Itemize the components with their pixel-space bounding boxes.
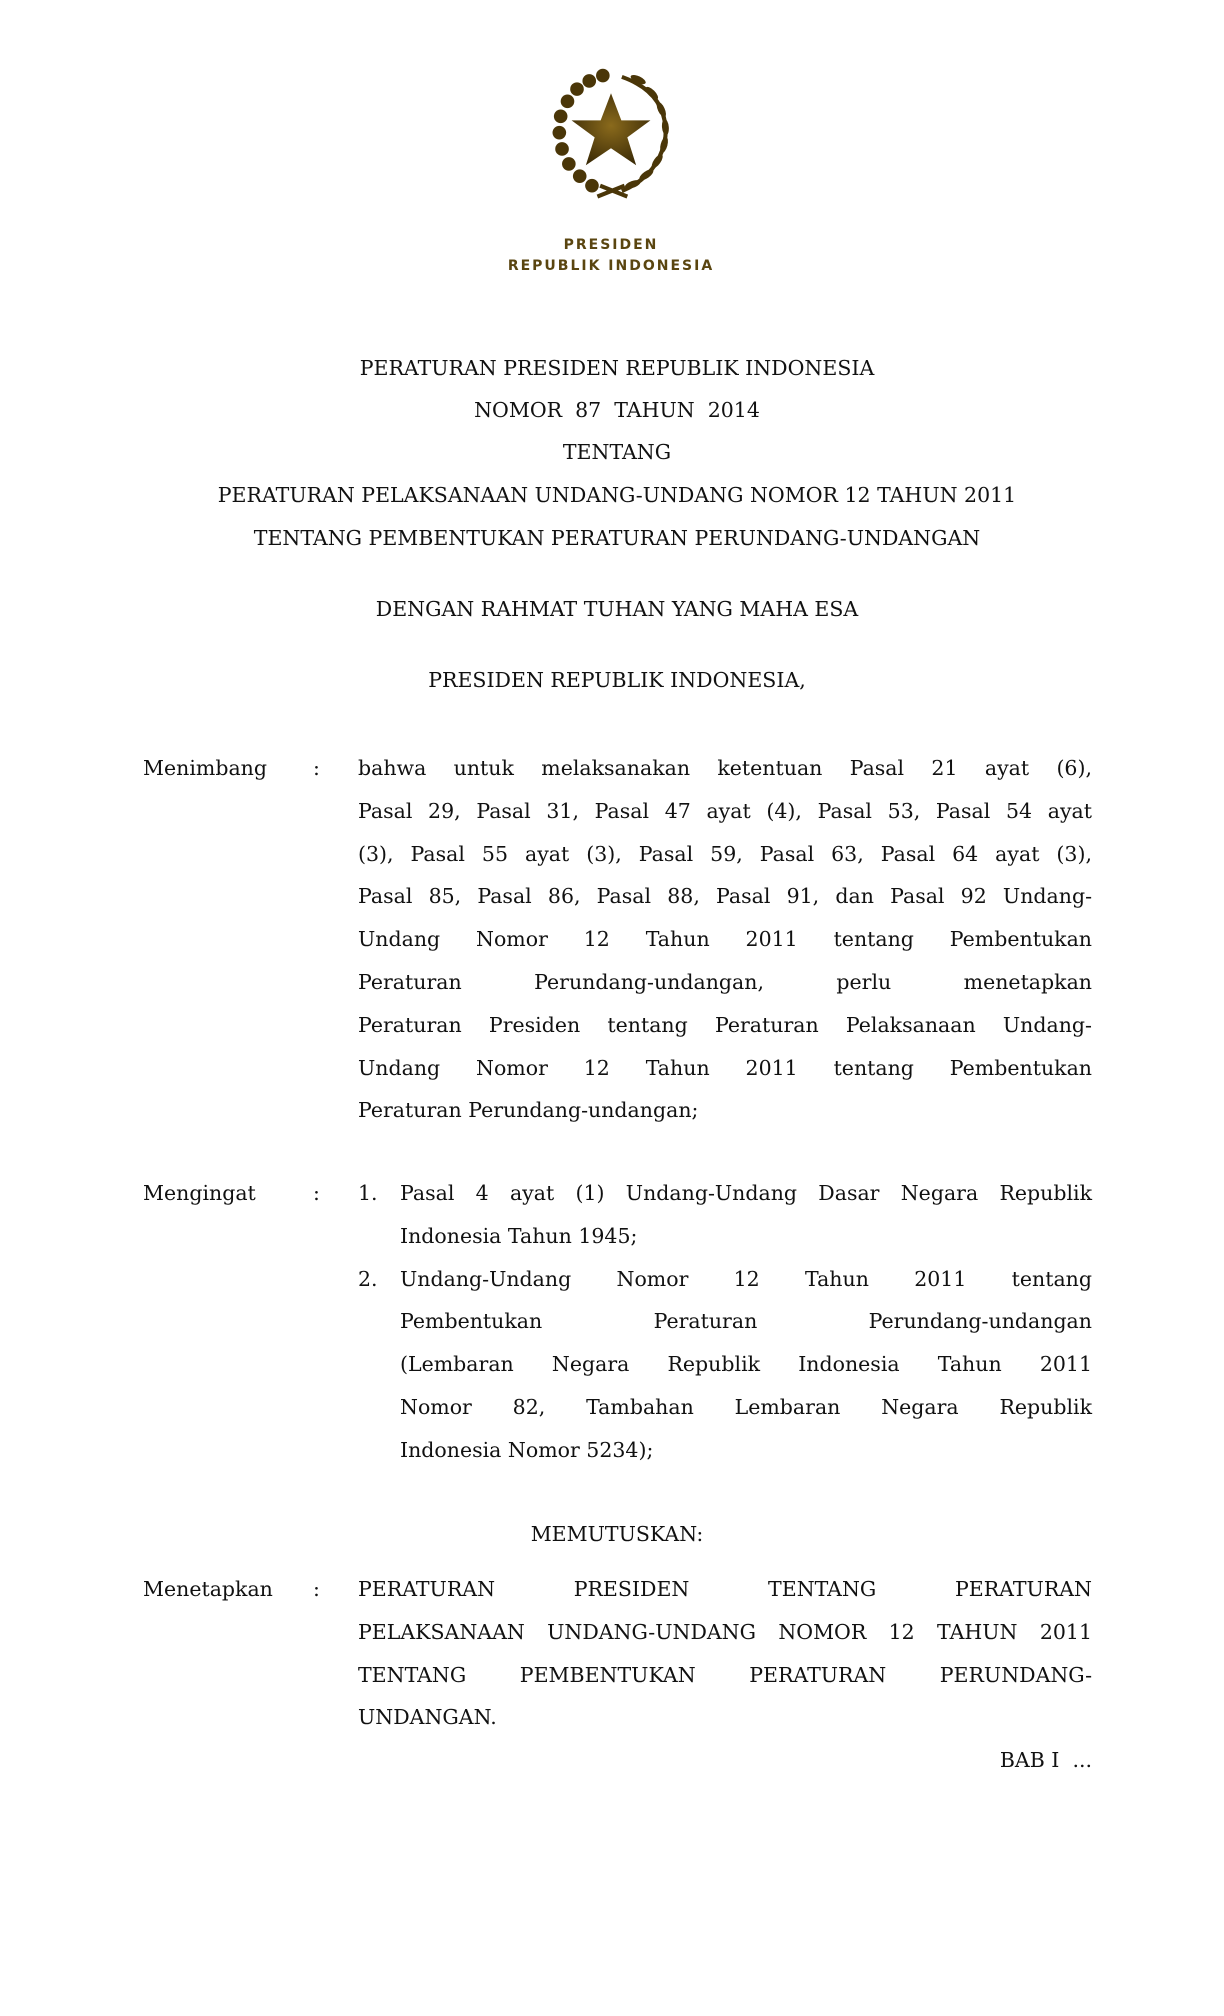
star-icon — [572, 93, 651, 165]
text-line: Undang Nomor 12 Tahun 2011 tentang Pembentukan — [358, 1055, 1092, 1080]
invocation: DENGAN RAHMAT TUHAN YANG MAHA ESA — [375, 597, 859, 621]
document-title: PERATURAN PRESIDEN REPUBLIK INDONESIA — [359, 356, 875, 380]
text-line: Pasal 29, Pasal 31, Pasal 47 ayat (4), Pasal 53, Pasal 54 ayat — [358, 798, 1092, 823]
menimbang-colon: : — [313, 756, 320, 780]
issuer: PRESIDEN REPUBLIK INDONESIA, — [428, 668, 806, 692]
text-line: TENTANG PEMBENTUKAN PERATURAN PERUNDANG- — [358, 1662, 1092, 1687]
list-item — [400, 1258, 1092, 1472]
text-line: Pasal 85, Pasal 86, Pasal 88, Pasal 91, dan Pasal 92 Undang- — [358, 884, 1092, 909]
menimbang-text — [358, 747, 1092, 1132]
mengingat-list — [358, 1172, 1092, 1472]
text-line: UNDANGAN. — [358, 1705, 497, 1730]
text-line: (Lembaran Negara Republik Indonesia Tahun 2011 — [400, 1352, 1092, 1377]
text-line: Pasal 4 ayat (1) Undang-Undang Dasar Negara Republik — [400, 1181, 1092, 1205]
garuda-presidential-emblem — [543, 66, 679, 202]
document-subject-line1: PERATURAN PELAKSANAAN UNDANG-UNDANG NOMOR 12 TAHUN 2011 — [217, 483, 1017, 507]
text-line: PELAKSANAAN UNDANG-UNDANG NOMOR 12 TAHUN 2011 — [358, 1619, 1092, 1644]
list-number: 1. — [358, 1181, 378, 1205]
text-line: Peraturan Perundang-undangan, perlu menetapkan — [358, 969, 1092, 994]
mengingat-label: Mengingat — [143, 1181, 256, 1205]
list-number: 2. — [358, 1266, 378, 1291]
text-line: PERATURAN PRESIDEN TENTANG PERATURAN — [358, 1577, 1092, 1601]
text-line: Pembentukan Peraturan Perundang-undangan — [400, 1309, 1092, 1334]
seal-title-republic: REPUBLIK INDONESIA — [507, 258, 715, 274]
text-line: Peraturan Perundang-undangan; — [358, 1098, 699, 1123]
text-line: Nomor 82, Tambahan Lembaran Negara Republik — [400, 1394, 1092, 1419]
list-item — [400, 1172, 1092, 1258]
text-line: Undang-Undang Nomor 12 Tahun 2011 tentang — [400, 1266, 1092, 1291]
text-line: Indonesia Nomor 5234); — [400, 1437, 654, 1462]
menetapkan-colon: : — [313, 1577, 320, 1601]
menetapkan-text — [358, 1568, 1092, 1739]
text-line: (3), Pasal 55 ayat (3), Pasal 59, Pasal 63, Pasal 64 ayat (3), — [358, 841, 1092, 866]
text-line: Undang Nomor 12 Tahun 2011 tentang Pembentukan — [358, 927, 1092, 952]
seal-title-president: PRESIDEN — [563, 237, 659, 253]
text-line: bahwa untuk melaksanakan ketentuan Pasal 21 ayat (6), — [358, 756, 1092, 780]
text-line: Peraturan Presiden tentang Peraturan Pelaksanaan Undang- — [358, 1012, 1092, 1037]
mengingat-colon: : — [313, 1181, 320, 1205]
document-number: NOMOR 87 TAHUN 2014 — [474, 398, 760, 422]
memutuskan-heading: MEMUTUSKAN: — [530, 1522, 704, 1546]
document-subject-line2: TENTANG PEMBENTUKAN PERATURAN PERUNDANG-UNDANGAN — [253, 526, 981, 550]
menimbang-label: Menimbang — [143, 756, 267, 780]
menetapkan-label: Menetapkan — [143, 1577, 273, 1601]
text-line: Indonesia Tahun 1945; — [400, 1223, 638, 1248]
page-continuation: BAB I ... — [999, 1748, 1092, 1772]
document-tentang: TENTANG — [562, 440, 672, 464]
